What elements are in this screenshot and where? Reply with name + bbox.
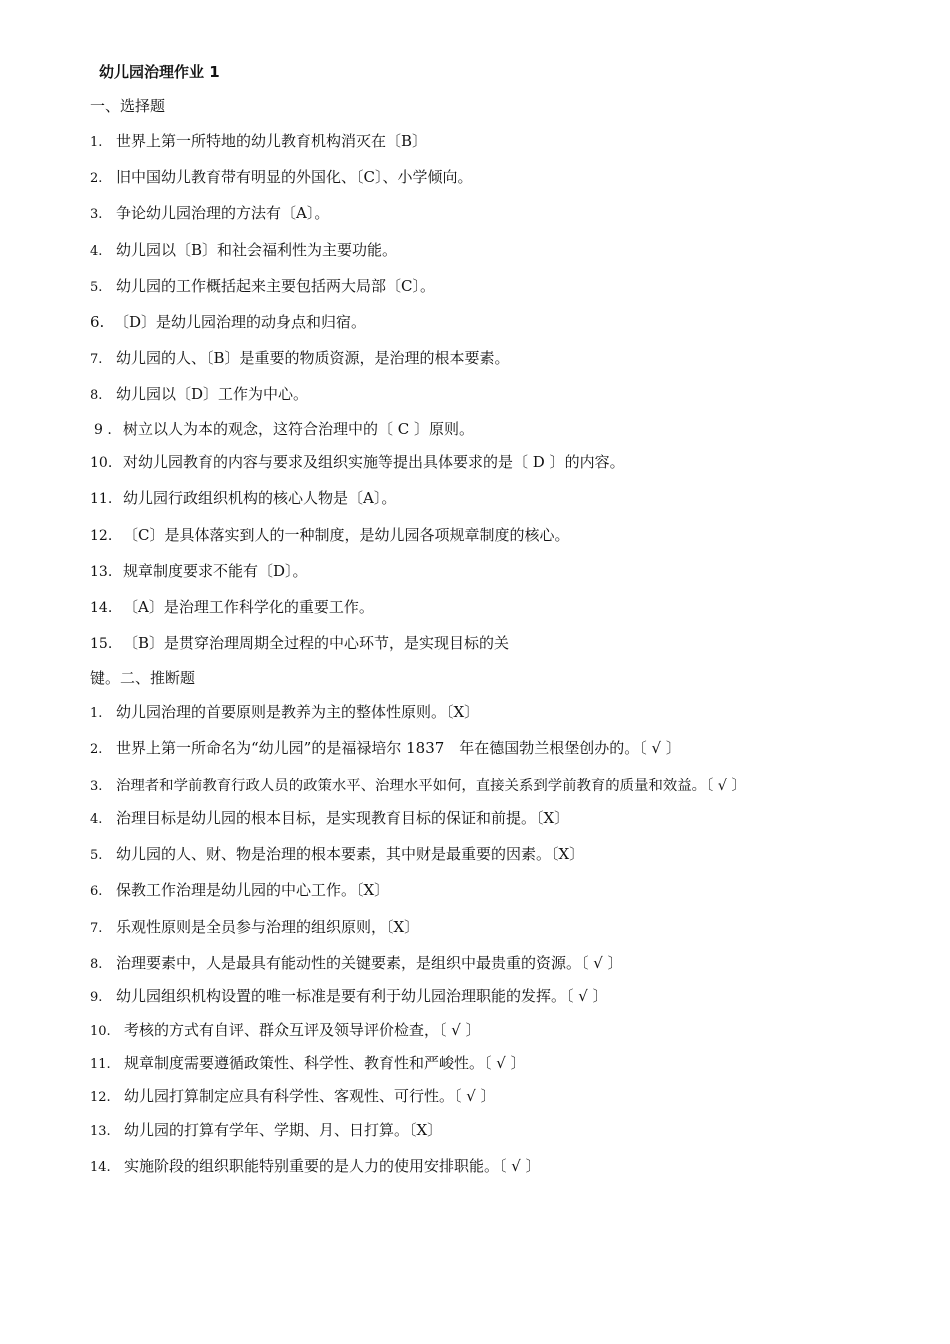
question-text: 幼儿园治理的首要原则是教养为主的整体性原则。〔X〕 <box>116 703 480 721</box>
question-text: 乐观性原则是全员参与治理的组织原则，〔X〕 <box>116 918 420 936</box>
question-text: 幼儿园组织机构设置的唯一标准是要有利于幼儿园治理职能的发挥。〔 √ 〕 <box>116 987 608 1005</box>
question-text: 治理目标是幼儿园的根本目标，是实现教育目标的保证和前提。〔X〕 <box>116 809 570 827</box>
question-text: 幼儿园的打算有学年、学期、月、日打算。〔X〕 <box>124 1121 443 1139</box>
question-number: 14. <box>90 600 113 616</box>
choice-question <box>90 525 569 546</box>
choice-question <box>90 240 397 262</box>
choice-question <box>90 203 329 225</box>
question-text: 实施阶段的组织职能特别重要的是人力的使用安排职能。〔 √ 〕 <box>124 1157 541 1175</box>
question-number: 1. <box>90 706 103 721</box>
question-number: 8. <box>90 957 103 972</box>
section-heading-judge: 键。二、推断题 <box>90 669 196 687</box>
question-number: 13. <box>90 1124 111 1139</box>
judge-question <box>90 702 479 724</box>
question-number: 11. <box>90 491 113 507</box>
question-text: 考核的方式有自评、群众互评及领导评价检查，〔 √ 〕 <box>124 1021 481 1039</box>
choice-question <box>90 633 509 654</box>
judge-question <box>90 880 389 902</box>
question-number: 9 . <box>94 422 112 438</box>
question-text: 树立以人为本的观念，这符合治理中的〔 C 〕原则。 <box>123 420 475 438</box>
judge-question <box>90 775 746 797</box>
question-text: 治理要素中，人是最具有能动性的关键要素，是组织中最贵重的资源。〔 √ 〕 <box>116 954 623 972</box>
choice-question <box>90 131 427 153</box>
question-text: 幼儿园行政组织机构的核心人物是〔A〕。 <box>123 489 397 507</box>
question-number: 14. <box>90 1160 111 1175</box>
question-text: 幼儿园的人、财、物是治理的根本要素，其中财是最重要的因素。〔X〕 <box>116 845 585 863</box>
question-text: 〔D〕是幼儿园治理的动身点和归宿。 <box>114 313 367 331</box>
question-text: 世界上第一所命名为“幼儿园”的是福禄培尔 1837 年在德国勃兰根堡创办的。〔 √ 〕 <box>116 739 681 757</box>
question-text: 〔C〕是具体落实到人的一种制度，是幼儿园各项规章制度的核心。 <box>123 526 570 544</box>
section-heading-choice: 一、选择题 <box>90 97 166 115</box>
question-text: 幼儿园以〔B〕和社会福利性为主要功能。 <box>116 241 398 259</box>
choice-question <box>90 348 510 370</box>
judge-question <box>90 1086 496 1108</box>
question-text: 规章制度需要遵循政策性、科学性、教育性和严峻性。〔 √ 〕 <box>124 1054 526 1072</box>
choice-question <box>90 167 472 189</box>
question-number: 3. <box>90 779 103 794</box>
judge-question <box>90 953 623 975</box>
question-number: 5. <box>90 280 103 295</box>
question-number: 11. <box>90 1057 111 1072</box>
judge-question <box>90 1156 541 1178</box>
question-number: 4. <box>90 244 103 259</box>
question-number: 5. <box>90 848 103 863</box>
question-text: 幼儿园以〔D〕工作为中心。 <box>116 385 309 403</box>
judge-question <box>90 844 584 866</box>
judge-question <box>90 1053 526 1075</box>
question-text: 〔B〕是贯穿治理周期全过程的中心环节，是实现目标的关 <box>123 634 510 652</box>
choice-question <box>90 276 435 298</box>
question-number: 2. <box>90 171 103 186</box>
question-text: 旧中国幼儿教育带有明显的外国化、〔C〕、小学倾向。 <box>116 168 473 186</box>
question-number: 8. <box>90 388 103 403</box>
judge-question <box>90 1120 442 1142</box>
question-text: 对幼儿园教育的内容与要求及组织实施等提出具体要求的是〔 D 〕的内容。 <box>123 453 625 471</box>
question-number: 10. <box>90 455 113 471</box>
question-number: 9. <box>90 990 103 1005</box>
page-title: 幼儿园治理作业 1 <box>99 63 220 81</box>
question-number: 13. <box>90 564 113 580</box>
question-number: 12. <box>90 528 113 544</box>
choice-question <box>90 488 396 509</box>
question-number: 7. <box>90 352 103 367</box>
question-number: 7. <box>90 921 103 936</box>
question-number: 1. <box>90 135 103 150</box>
choice-question <box>90 312 366 332</box>
question-number: 2. <box>90 742 103 757</box>
question-text: 保教工作治理是幼儿园的中心工作。〔X〕 <box>116 881 390 899</box>
question-text: 幼儿园打算制定应具有科学性、客观性、可行性。〔 √ 〕 <box>124 1087 496 1105</box>
question-number: 10. <box>90 1024 111 1039</box>
question-text: 争论幼儿园治理的方法有〔A〕。 <box>116 204 330 222</box>
question-text: 幼儿园的人、〔B〕是重要的物质资源，是治理的根本要素。 <box>116 349 510 367</box>
choice-question <box>90 597 374 618</box>
choice-question <box>90 384 308 406</box>
question-text: 幼儿园的工作概括起来主要包括两大局部〔C〕。 <box>116 277 435 295</box>
judge-question <box>90 738 681 760</box>
question-text: 世界上第一所特地的幼儿教育机构消灭在〔B〕 <box>116 132 428 150</box>
question-text: 〔A〕是治理工作科学化的重要工作。 <box>123 598 374 616</box>
question-number: 6. <box>90 313 105 331</box>
choice-question <box>90 561 308 582</box>
question-number: 6. <box>90 884 103 899</box>
judge-question <box>90 917 419 939</box>
question-number: 12. <box>90 1090 111 1105</box>
question-text: 规章制度要求不能有〔D〕。 <box>123 562 308 580</box>
choice-question <box>90 452 625 473</box>
judge-question <box>90 1020 481 1042</box>
question-text: 治理者和学前教育行政人员的政策水平、治理水平如何，直接关系到学前教育的质量和效益。〔 √ 〕 <box>116 778 746 794</box>
question-number: 3. <box>90 207 103 222</box>
judge-question <box>90 808 569 830</box>
question-number: 4. <box>90 812 103 827</box>
question-number: 15. <box>90 636 113 652</box>
choice-question <box>90 419 474 440</box>
judge-question <box>90 986 608 1008</box>
